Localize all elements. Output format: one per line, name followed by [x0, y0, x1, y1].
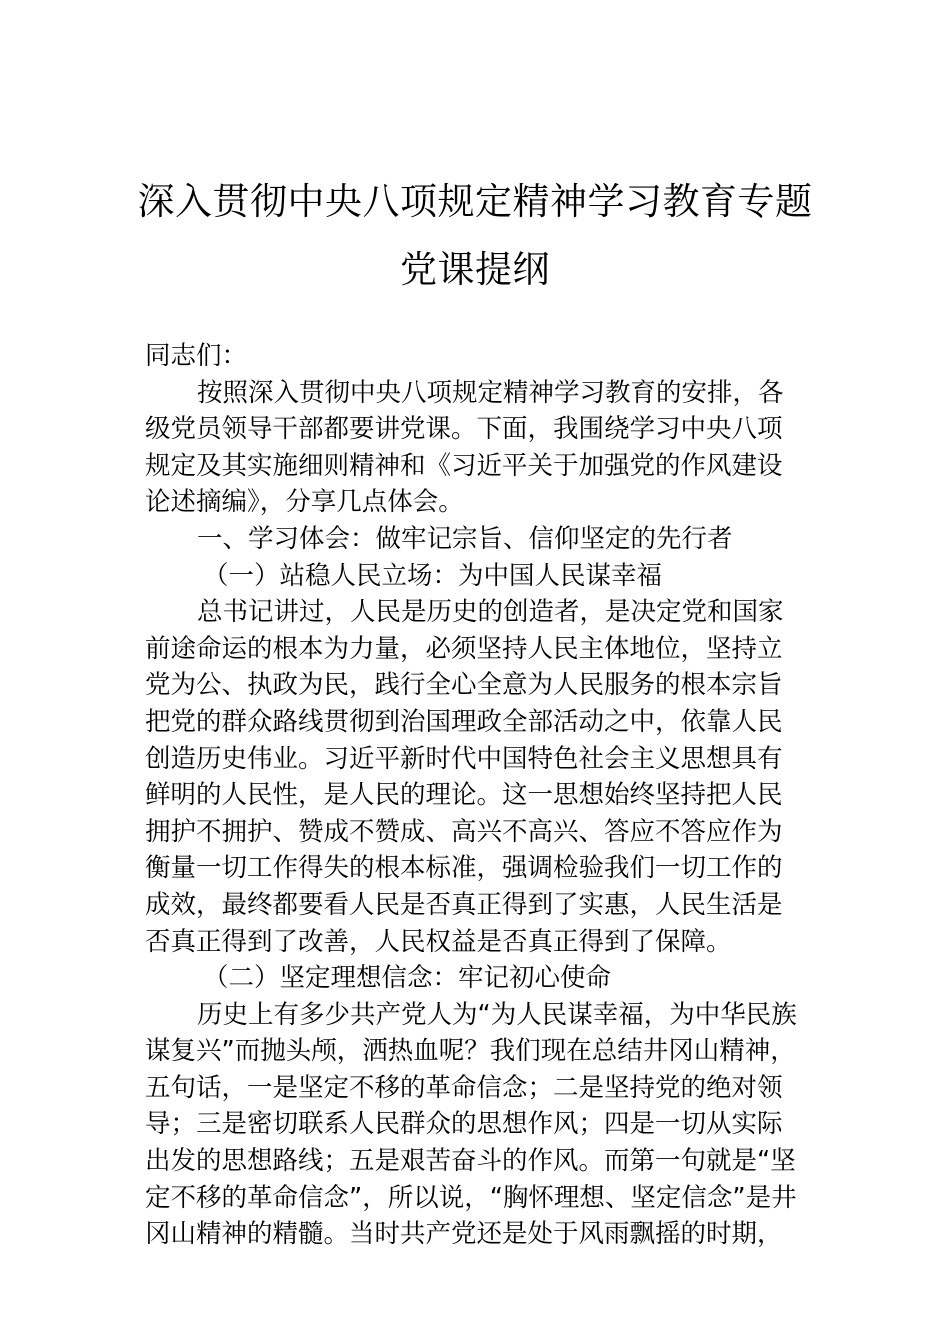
body-line: 冈山精神的精髓。当时共产党还是处于风雨飘摇的时期， [145, 1219, 783, 1250]
section-heading: 一、学习体会：做牢记宗旨、信仰坚定的先行者 [197, 523, 733, 554]
body-line: 论述摘编》，分享几点体会。 [145, 487, 464, 518]
body-line: 五句话，一是坚定不移的革命信念；二是坚持党的绝对领 [145, 1072, 783, 1103]
body-line: 总书记讲过，人民是历史的创造者，是决定党和国家 [197, 597, 784, 628]
salutation: 同志们： [145, 341, 248, 371]
body-line: 把党的群众路线贯彻到治国理政全部活动之中，依靠人民 [145, 706, 783, 737]
body-line: 谋复兴”而抛头颅，洒热血呢？我们现在总结井冈山精神， [145, 1036, 796, 1067]
body-line: 衡量一切工作得失的根本标准，强调检验我们一切工作的 [145, 853, 783, 884]
body-line: 历史上有多少共产党人为“为人民谋幸福，为中华民族 [197, 999, 797, 1030]
body-line: 级党员领导干部都要讲党课。下面，我围绕学习中央八项 [145, 414, 783, 445]
document-title-line-2: 党课提纲 [400, 248, 550, 291]
document-body [145, 338, 810, 1253]
body-line: 否真正得到了改善，人民权益是否真正得到了保障。 [145, 926, 732, 957]
body-line: 鲜明的人民性，是人民的理论。这一思想始终坚持把人民 [145, 780, 783, 811]
body-line: 创造历史伟业。习近平新时代中国特色社会主义思想具有 [145, 743, 783, 774]
body-line: 成效，最终都要看人民是否真正得到了实惠，人民生活是 [145, 889, 783, 920]
subsection-heading: （一）站稳人民立场：为中国人民谋幸福 [203, 560, 663, 591]
body-line: 按照深入贯彻中央八项规定精神学习教育的安排，各 [197, 377, 784, 408]
body-line: 定不移的革命信念”，所以说，“胸怀理想、坚定信念”是井 [145, 1182, 797, 1213]
body-line: 出发的思想路线；五是艰苦奋斗的作风。而第一句就是“坚 [145, 1146, 796, 1177]
subsection-heading: （二）坚定理想信念：牢记初心使命 [203, 963, 612, 994]
body-line: 前途命运的根本为力量，必须坚持人民主体地位，坚持立 [145, 633, 783, 664]
body-line: 导；三是密切联系人民群众的思想作风；四是一切从实际 [145, 1109, 783, 1140]
body-line: 规定及其实施细则精神和《习近平关于加强党的作风建设 [145, 450, 783, 481]
body-line: 党为公、执政为民，践行全心全意为人民服务的根本宗旨 [145, 670, 783, 701]
body-line: 拥护不拥护、赞成不赞成、高兴不高兴、答应不答应作为 [145, 816, 783, 847]
document-title-line-1: 深入贯彻中央八项规定精神学习教育专题 [137, 180, 813, 223]
